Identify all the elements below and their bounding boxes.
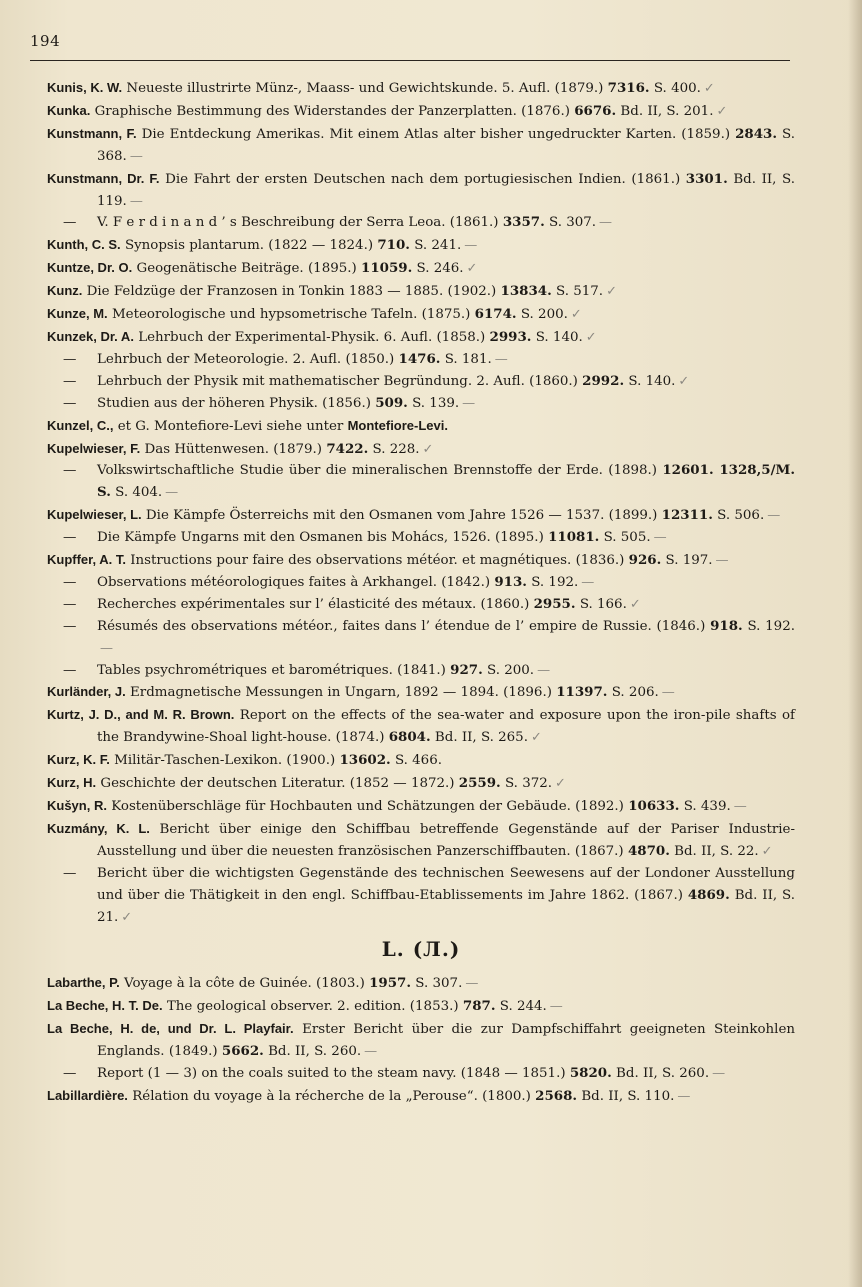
index-entry <box>47 972 795 995</box>
entry-number: 10633. <box>628 798 680 814</box>
dash-annotation: — <box>165 485 179 501</box>
index-entry <box>47 772 795 795</box>
ditto-dash: — <box>63 215 77 231</box>
entry-author: Kupelwieser, F. <box>47 440 141 456</box>
entry-title: Observations météorologiques faites à Arkhangel. (1842.) <box>97 574 491 590</box>
entry-page: Bd. II, S. 110. <box>581 1088 675 1104</box>
entry-page: S. 307. <box>549 215 597 231</box>
entry-page: S. 206. <box>611 685 659 701</box>
entry-number: 509. <box>375 394 408 411</box>
dash-annotation: — <box>364 1044 378 1060</box>
ditto-dash: — <box>63 373 77 389</box>
ditto-dash: — <box>63 618 77 634</box>
entry-number: 926. <box>628 552 662 569</box>
sub-entry <box>47 349 795 371</box>
dash-annotation: — <box>465 976 479 992</box>
entry-number: 913. <box>494 573 527 590</box>
checkmark-annotation: ✓ <box>121 909 133 925</box>
entry-page: S. 368. <box>97 126 795 164</box>
entry-page: Bd. II, S. 260. <box>616 1066 710 1082</box>
index-entry <box>47 1085 795 1108</box>
entry-number: 6804. <box>388 729 431 746</box>
ditto-dash: — <box>63 530 77 546</box>
entry-title: Tables psychrométriques et barométriques. (1841.) <box>97 662 446 678</box>
index-entry <box>47 681 795 704</box>
entry-page: S. 140. <box>535 329 583 345</box>
dash-annotation: — <box>464 238 478 254</box>
entry-title: Erdmagnetische Messungen in Ungarn, 1892 — 1894. (1896.) <box>130 685 552 701</box>
entry-title: Neueste illustrirte Münz-, Maass- und Gewichtskunde. 5. Aufl. (1879.) <box>126 81 604 96</box>
entry-title: Geschichte der deutschen Literatur. (1852 — 1872.) <box>100 776 455 792</box>
entry-number: 5662. <box>221 1043 264 1060</box>
entry-title: Instructions pour faire des observations météor. et magnétiques. (1836.) <box>130 553 625 569</box>
entry-page: S. 228. <box>372 441 420 457</box>
sub-entry <box>47 594 795 616</box>
entry-author: Kunz. <box>47 283 83 299</box>
entry-number: 710. <box>377 237 410 254</box>
index-entry <box>47 995 795 1018</box>
dash-annotation: — <box>129 148 143 164</box>
entry-title: Report (1 — 3) on the coals suited to the steam navy. (1848 — 1851.) <box>97 1066 566 1082</box>
index-entry <box>47 438 795 461</box>
header-rule <box>30 60 790 61</box>
entry-author: La Beche, H. de, und Dr. L. Playfair. <box>47 1021 294 1037</box>
index-entry <box>47 326 795 349</box>
checkmark-annotation: ✓ <box>466 261 478 277</box>
entry-author: Kurtz, J. D., and M. R. Brown. <box>47 707 235 723</box>
entry-number: 6174. <box>474 306 517 323</box>
ditto-dash: — <box>63 574 77 590</box>
sub-entry <box>47 1063 795 1085</box>
entry-title: Studien aus der höheren Physik. (1856.) <box>97 395 371 411</box>
entry-author: Labillardière. <box>47 1087 128 1103</box>
entry-author: Kurz, H. <box>47 775 97 791</box>
entry-page: S. 307. <box>415 976 463 992</box>
entry-title: Lehrbuch der Physik mit mathematischer Begründung. 2. Aufl. (1860.) <box>97 373 578 389</box>
checkmark-annotation: ✓ <box>422 441 434 457</box>
entry-number: 11081. <box>548 529 600 546</box>
entry-number: 4870. <box>627 842 670 859</box>
ditto-dash: — <box>63 596 77 612</box>
index-entry <box>47 749 795 772</box>
dash-annotation: — <box>653 530 667 546</box>
entry-title: Bericht über einige den Schiffbau betreffende Gegenstände auf der Pariser Industrie-Ausstellung und über die neuesten französischen Panzerschiffbauten. (1867.) <box>97 821 795 859</box>
entry-title: Die Kämpfe Ungarns mit den Osmanen bis Mohács, 1526. (1895.) <box>97 530 544 546</box>
sub-entry <box>47 616 795 660</box>
entry-author: Kunzek, Dr. A. <box>47 328 134 344</box>
entry-page: S. 506. <box>717 508 765 524</box>
entry-page: Bd. II, S. 201. <box>620 103 714 119</box>
entry-number: 7422. <box>326 440 369 457</box>
entry-page: S. 439. <box>683 799 731 814</box>
entry-page: S. 166. <box>579 596 627 612</box>
dash-annotation: — <box>537 662 551 678</box>
entry-page: S. 181. <box>444 351 492 367</box>
sub-entry <box>47 863 795 929</box>
dash-annotation: — <box>129 193 143 209</box>
entry-number: 2568. <box>535 1087 578 1104</box>
entry-number: 5820. <box>569 1065 612 1082</box>
entry-number: 1957. <box>369 975 412 992</box>
entry-number: 2955. <box>533 595 576 612</box>
entry-page: S. 192. <box>747 618 795 634</box>
entry-author: Kuzmány, K. L. <box>47 820 150 836</box>
entry-number: 12311. <box>661 507 713 524</box>
entry-author: Kupffer, A. T. <box>47 552 126 568</box>
entry-page: S. 466. <box>394 753 442 769</box>
entry-number: 2992. <box>582 372 625 389</box>
entry-page: S. 505. <box>603 530 651 546</box>
entry-title: Volkswirtschaftliche Studie über die mineralischen Brennstoffe der Erde. (1898.) <box>97 463 658 479</box>
entry-number: 927. <box>450 661 483 678</box>
entry-page: Bd. II, S. 119. <box>97 171 795 209</box>
entry-page: S. 139. <box>412 395 460 411</box>
checkmark-annotation: ✓ <box>530 730 542 746</box>
sub-entry <box>47 527 795 549</box>
entry-title: The geological observer. 2. edition. (1853.) <box>166 999 459 1015</box>
entry-author: Kunstmann, Dr. F. <box>47 170 160 186</box>
entry-title: Kostenüberschläge für Hochbauten und Schätzungen der Gebäude. (1892.) <box>111 799 624 814</box>
entry-number: 4869. <box>687 886 730 903</box>
entry-page: S. 200. <box>520 307 568 323</box>
dash-annotation: — <box>677 1088 691 1104</box>
dash-annotation: — <box>733 799 747 814</box>
index-entry <box>47 234 795 257</box>
dash-annotation: — <box>767 508 781 524</box>
entry-title: Report on the effects of the sea-water and exposure upon the iron-pile shafts of the Brandywine-Shoal light-house. (1874.) <box>97 708 796 746</box>
entry-title: Meteorologische und hypsometrische Tafeln. (1875.) <box>111 307 471 323</box>
page-edge-shadow <box>848 0 862 1287</box>
entry-author: Kunth, C. S. <box>47 237 121 253</box>
entry-number: 3301. <box>685 170 728 187</box>
entry-page: S. 517. <box>556 284 604 300</box>
entry-title: Synopsis plantarum. (1822 — 1824.) <box>124 238 374 254</box>
checkmark-annotation: ✓ <box>761 843 773 859</box>
ditto-dash: — <box>63 662 77 678</box>
entry-page: S. 197. <box>665 553 713 569</box>
sub-entry <box>47 212 795 234</box>
index-entry <box>47 303 795 326</box>
entry-author: La Beche, H. T. De. <box>47 998 163 1014</box>
entry-author: Kuntze, Dr. O. <box>47 260 133 276</box>
entry-title: Die Kämpfe Österreichs mit den Osmanen vom Jahre 1526 — 1537. (1899.) <box>145 508 658 524</box>
ditto-dash: — <box>63 1066 77 1082</box>
index-entry <box>47 795 795 818</box>
dash-annotation: — <box>712 1066 726 1082</box>
checkmark-annotation: ✓ <box>678 373 690 389</box>
checkmark-annotation: ✓ <box>716 103 728 119</box>
entry-number: 3357. <box>502 214 545 231</box>
checkmark-annotation: ✓ <box>629 596 641 612</box>
index-entries <box>47 77 795 1108</box>
entry-title: Die Fahrt der ersten Deutschen nach dem portugiesischen Indien. (1861.) <box>165 171 681 187</box>
entry-title: Militär-Taschen-Lexikon. (1900.) <box>114 753 336 769</box>
entry-number: 2843. <box>735 125 778 142</box>
entry-author: Kunstmann, F. <box>47 125 137 141</box>
index-entry <box>47 415 795 438</box>
entry-title: Bericht über die wichtigsten Gegenstände des technischen Seewesens auf der Londoner Ausstellung und über die Thätigkeit in den engl. Schiffbau-Etablissements im Jahre 1862. (1867.) <box>97 865 795 903</box>
entry-page: S. 404. <box>115 485 163 501</box>
entry-page: S. 140. <box>628 373 676 389</box>
dash-annotation: — <box>549 999 563 1015</box>
entry-number: 1476. <box>398 350 441 367</box>
index-entry <box>47 1018 795 1063</box>
entry-title: et G. Montefiore-Levi siehe unter <box>117 418 344 434</box>
index-entry <box>47 77 795 100</box>
entry-page: S. 244. <box>499 999 547 1015</box>
index-entry <box>47 549 795 572</box>
entry-author: Kurländer, J. <box>47 684 126 700</box>
section-heading: L. (Л.) <box>381 937 461 962</box>
sub-entry <box>47 460 795 504</box>
entry-title: Lehrbuch der Meteorologie. 2. Aufl. (1850.) <box>97 351 395 367</box>
entry-number: 13602. <box>339 752 391 769</box>
entry-page: S. 400. <box>653 81 701 96</box>
dash-annotation: — <box>462 395 476 411</box>
dash-annotation: — <box>661 685 675 701</box>
entry-author: Kunka. <box>47 102 91 118</box>
entry-number: 2559. <box>458 775 501 792</box>
entry-title: Die Entdeckung Amerikas. Mit einem Atlas alter bisher ungedruckter Karten. (1859.) <box>141 126 731 142</box>
entry-author: Labarthe, P. <box>47 975 120 991</box>
checkmark-annotation: ✓ <box>606 284 617 300</box>
entry-title: Résumés des observations météor., faites dans l’ étendue de l’ empire de Russie. (1846.) <box>97 618 706 634</box>
entry-page: S. 241. <box>414 238 462 254</box>
index-entry <box>47 504 795 527</box>
entry-page: Bd. II, S. 265. <box>434 730 528 746</box>
page-number: 194 <box>30 32 61 50</box>
ditto-dash: — <box>63 395 77 411</box>
entry-title: V. F e r d i n a n d ’ s Beschreibung der Serra Leoa. (1861.) <box>97 215 499 231</box>
checkmark-annotation: ✓ <box>555 776 566 792</box>
dash-annotation: — <box>494 351 508 367</box>
entry-author: Kušyn, R. <box>47 798 107 813</box>
entry-title: Erster Bericht über die zur Dampfschiffahrt geeigneten Steinkohlen Englands. (1849.) <box>97 1022 796 1060</box>
entry-title: Geogenätische Beiträge. (1895.) <box>136 261 357 277</box>
entry-title: Voyage à la côte de Guinée. (1803.) <box>124 976 365 992</box>
entry-title: Das Hüttenwesen. (1879.) <box>144 441 323 457</box>
dash-annotation: — <box>715 553 729 569</box>
entry-number: 6676. <box>574 102 617 119</box>
index-entry <box>47 100 795 123</box>
entry-reference: Montefiore-Levi. <box>347 417 448 433</box>
index-entry <box>47 280 795 303</box>
entry-title: Recherches expérimentales sur l’ élasticité des métaux. (1860.) <box>97 596 530 612</box>
ditto-dash: — <box>63 351 77 367</box>
ditto-dash: — <box>63 463 77 479</box>
index-entry <box>47 257 795 280</box>
entry-page: Bd. II, S. 21. <box>97 887 795 925</box>
entry-author: Kupelwieser, L. <box>47 507 142 523</box>
entry-author: Kunze, M. <box>47 306 108 322</box>
entry-author: Kunis, K. W. <box>47 80 123 95</box>
checkmark-annotation: ✓ <box>570 307 582 323</box>
entry-author: Kunzel, C., <box>47 417 114 433</box>
index-entry <box>47 704 795 749</box>
entry-title: Rélation du voyage à la récherche de la „Perouse“. (1800.) <box>132 1088 531 1104</box>
entry-title: Graphische Bestimmung des Widerstandes der Panzerplatten. (1876.) <box>94 103 570 119</box>
entry-title: Lehrbuch der Experimental-Physik. 6. Aufl. (1858.) <box>138 329 486 345</box>
entry-title: Die Feldzüge der Franzosen in Tonkin 1883 — 1885. (1902.) <box>86 284 497 300</box>
sub-entry <box>47 393 795 415</box>
index-entry <box>47 123 795 168</box>
entry-number: 12601. 1328,5/M. S. <box>97 462 795 501</box>
entry-page: S. 200. <box>487 662 535 678</box>
entry-number: 11397. <box>556 684 608 701</box>
index-entry <box>47 168 795 213</box>
entry-page: S. 192. <box>531 574 579 590</box>
checkmark-annotation: ✓ <box>585 329 597 345</box>
index-entry <box>47 818 795 863</box>
sub-entry <box>47 572 795 594</box>
entry-number: 13834. <box>500 283 552 300</box>
entry-number: 787. <box>462 998 496 1015</box>
entry-number: 2993. <box>489 328 532 345</box>
ditto-dash: — <box>63 865 77 881</box>
entry-author: Kurz, K. F. <box>47 752 110 768</box>
entry-number: 918. <box>710 617 743 634</box>
entry-number: 7316. <box>607 80 650 96</box>
entry-page: S. 372. <box>504 776 553 792</box>
dash-annotation: — <box>100 640 113 656</box>
sub-entry <box>47 660 795 682</box>
entry-page: Bd. II, S. 22. <box>674 843 759 859</box>
dash-annotation: — <box>599 215 613 231</box>
dash-annotation: — <box>581 574 595 590</box>
entry-page: S. 246. <box>416 261 464 277</box>
checkmark-annotation: ✓ <box>703 81 715 96</box>
entry-page: Bd. II, S. 260. <box>268 1044 362 1060</box>
entry-number: 11059. <box>361 260 413 277</box>
sub-entry <box>47 371 795 393</box>
